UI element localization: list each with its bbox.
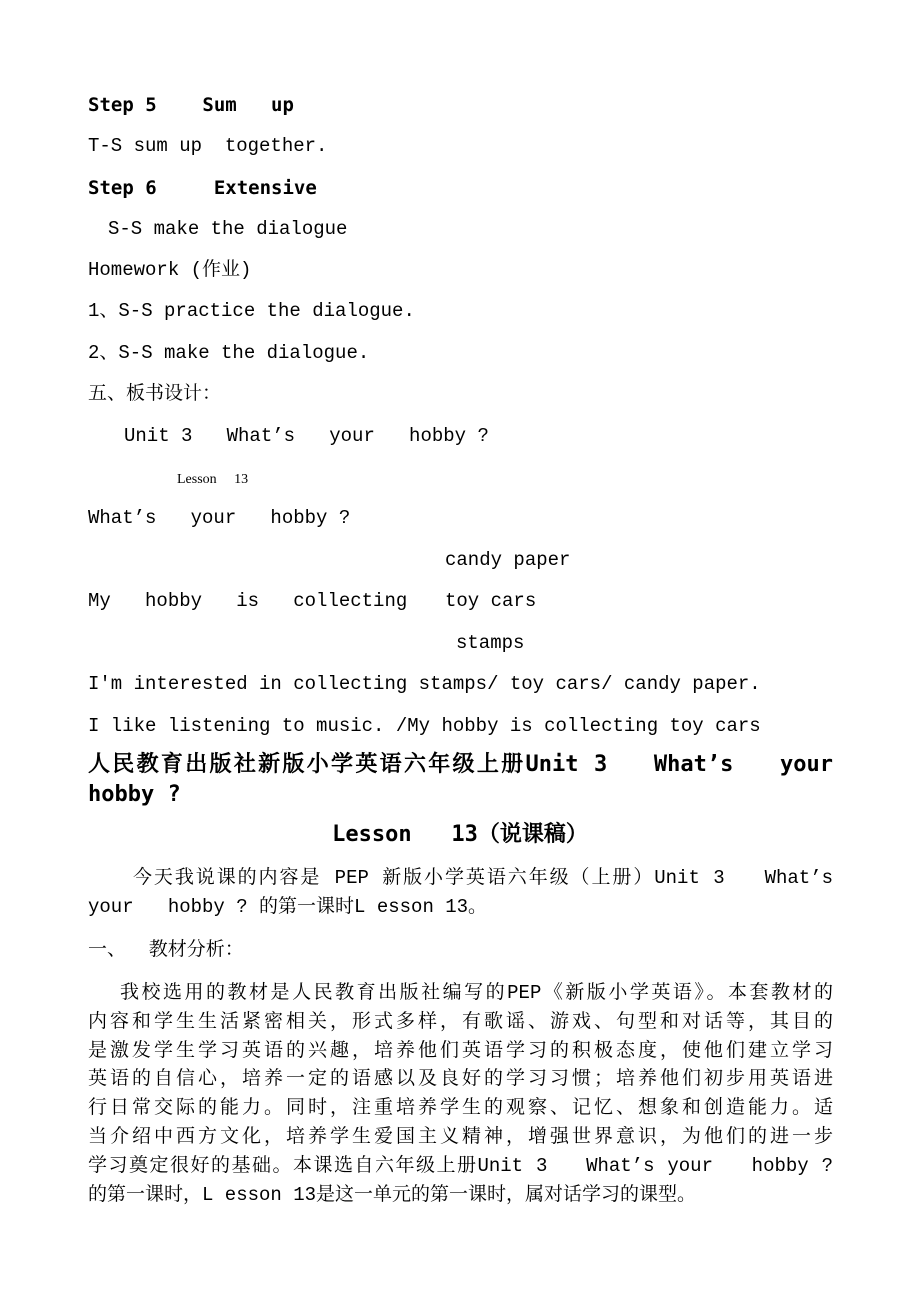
homework-item: 1、S-S practice the dialogue. xyxy=(88,300,415,322)
homework-heading: Homework (作业) xyxy=(88,259,252,281)
step6-body: S-S make the dialogue xyxy=(108,218,348,240)
step5-heading: Step 5 Sum up xyxy=(88,94,294,116)
step5-body: T-S sum up together. xyxy=(88,135,328,157)
intro-line: your hobby ? 的第一课时L esson 13。 xyxy=(88,896,488,918)
section-heading: 一、 教材分析： xyxy=(88,939,244,961)
board-question: What’s your hobby ? xyxy=(88,507,351,529)
paragraph-line: 学习奠定很好的基础。本课选自六年级上册Unit 3 What’s your hobby ? xyxy=(88,1155,833,1177)
paragraph-line: 当介绍中西方文化，培养学生爱国主义精神，增强世界意识，为他们的进一步 xyxy=(88,1126,833,1148)
lecture-subtitle: Lesson 13（说课稿） xyxy=(332,822,588,847)
board-heading: 五、板书设计： xyxy=(88,383,222,405)
board-option: stamps xyxy=(456,632,525,654)
lecture-title-cont: hobby ? xyxy=(88,782,181,807)
step6-heading: Step 6 Extensive xyxy=(88,177,317,199)
board-answer: My hobby is collecting xyxy=(88,590,408,612)
paragraph-line: 是激发学生学习英语的兴趣，培养他们英语学习的积极态度，使他们建立学习 xyxy=(88,1040,833,1062)
paragraph-line: 行日常交际的能力。同时，注重培养学生的观察、记忆、想象和创造能力。适 xyxy=(88,1097,833,1119)
board-line: I'm interested in collecting stamps/ toy cars/ candy paper. xyxy=(88,673,761,695)
paragraph-line: 的第一课时，L esson 13是这一单元的第一课时，属对话学习的课型。 xyxy=(88,1184,697,1206)
board-option: toy cars xyxy=(445,590,537,612)
intro-line: 今天我说课的内容是 PEP 新版小学英语六年级（上册）Unit 3 What’s xyxy=(133,867,833,889)
board-option: candy paper xyxy=(445,549,571,571)
board-line: I like listening to music. /My hobby is collecting toy cars xyxy=(88,715,761,737)
board-unit: Unit 3 What’s your hobby ? xyxy=(124,425,489,447)
paragraph-line: 我校选用的教材是人民教育出版社编写的PEP《新版小学英语》。本套教材的 xyxy=(120,982,833,1004)
board-lesson: Lesson 13 xyxy=(177,472,249,487)
paragraph-line: 内容和学生生活紧密相关，形式多样，有歌谣、游戏、句型和对话等，其目的 xyxy=(88,1011,833,1033)
lecture-title: 人民教育出版社新版小学英语六年级上册Unit 3 What’s your xyxy=(88,752,833,777)
paragraph-line: 英语的自信心，培养一定的语感以及良好的学习习惯；培养他们初步用英语进 xyxy=(88,1068,833,1090)
homework-item: 2、S-S make the dialogue. xyxy=(88,342,370,364)
